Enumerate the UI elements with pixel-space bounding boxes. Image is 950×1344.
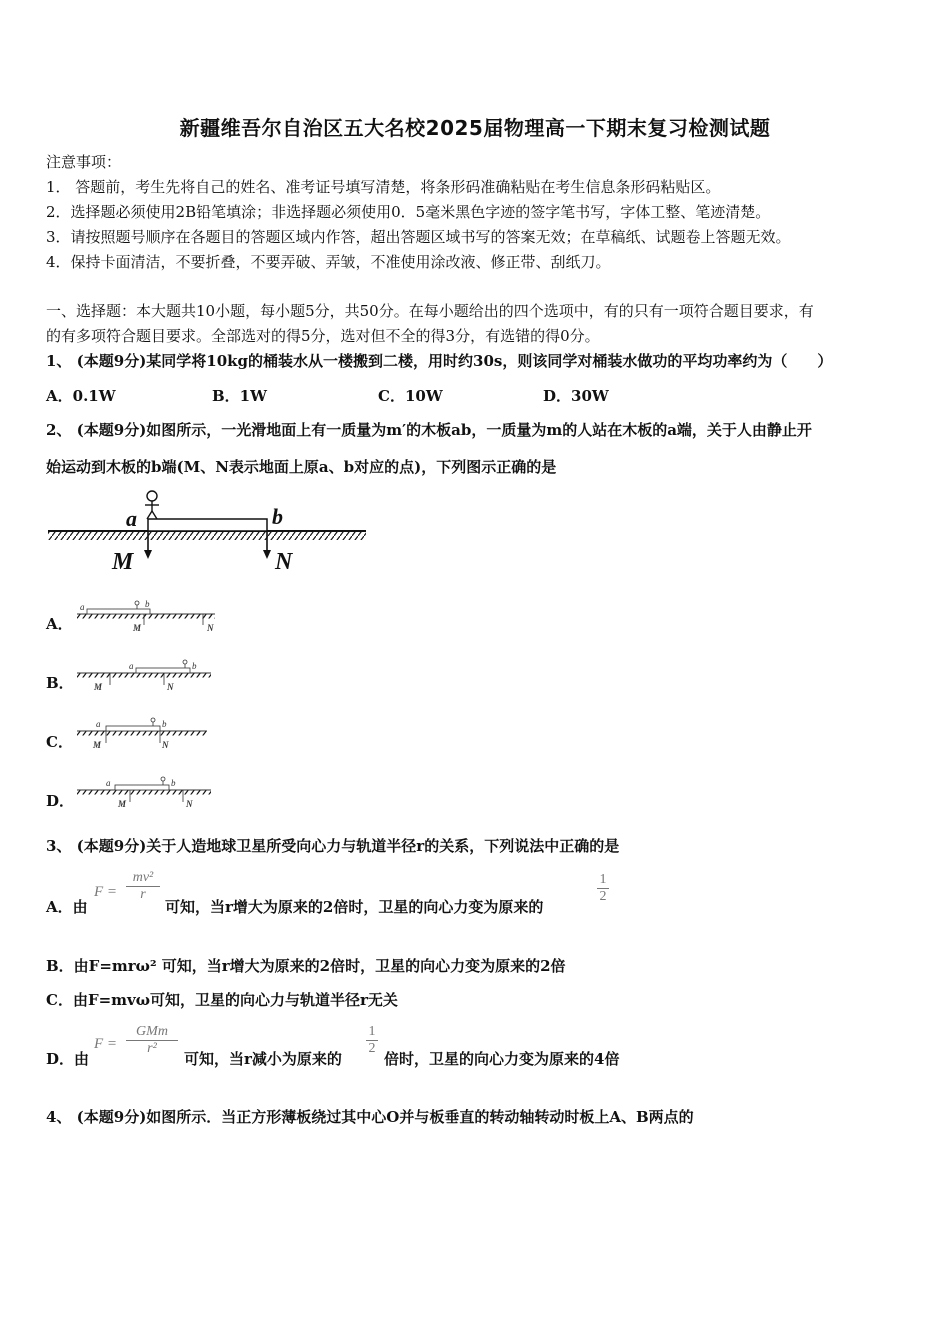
svg-text:a: a [80,602,85,612]
q2-main-figure [46,488,368,578]
label-n: N [275,549,293,575]
svg-text:N: N [186,799,193,809]
q3-option-d-text1: 可知，当r减小为原来的 [184,1050,342,1068]
arrowhead-m [144,550,152,559]
label-a: a [126,506,137,531]
q3-a-result-fraction: 1 2 [597,872,609,905]
svg-text:M: M [118,799,127,809]
q2-option-b-label: B． [46,674,74,692]
q1-option-b: B．1W [212,387,267,405]
page-title: 新疆维吾尔自治区五大名校2025届物理高一下期末复习检测试题 [179,116,771,140]
person-icon [145,491,159,519]
notice-item-2: 2．选择题必须使用2B铅笔填涂；非选择题必须使用0．5毫米黑色字迹的签字笔书写，字体工整、笔迹清楚。 [46,203,771,221]
svg-text:b: b [162,719,167,729]
q3-d-formula-fraction: GMm r² [126,1024,178,1057]
svg-text:N: N [162,740,169,750]
q3-a-formula-fraction: mv² r [126,870,160,903]
q3-d-result-fraction: 1 2 [366,1024,378,1057]
section1-intro-line1: 一、选择题：本大题共10小题，每小题5分，共50分。在每小题给出的四个选项中，有的只有一项符合题目要求，有 [46,302,814,320]
q3-option-d-prefix: D．由 [46,1050,90,1068]
q1-option-a: A．0.1W [46,387,116,405]
q2-option-d-label: D． [46,792,75,810]
svg-text:N: N [207,623,214,633]
q3-d-formula-lhs: F = [94,1036,118,1052]
q3-option-c: C．由F=mvω可知，卫星的向心力与轨道半径r无关 [46,991,398,1009]
q3-stem: 3、 (本题9分)关于人造地球卫星所受向心力与轨道半径r的关系，下列说法中正确的是 [46,837,620,855]
svg-text:b: b [145,599,150,609]
section1-intro-line2: 的有多项符合题目要求。全部选对的得5分，选对但不全的得3分，有选错的得0分。 [46,327,600,345]
wooden-board [148,519,267,531]
svg-text:a: a [106,778,111,788]
ground-hatch [48,532,366,540]
label-b: b [272,504,283,529]
svg-text:a: a [129,661,134,671]
q3-a-formula-lhs: F = [94,884,118,900]
notice-item-3: 3．请按照题号顺序在各题目的答题区域内作答，超出答题区域书写的答案无效；在草稿纸、试题卷上答题无效。 [46,228,791,246]
q1-stem: 1、 (本题9分)某同学将10kg的桶装水从一楼搬到二楼，用时约30s，则该同学对桶装水做功的平均功率约为（ ） [46,352,833,370]
q3-option-b: B．由F=mrω² 可知，当r增大为原来的2倍时，卫星的向心力变为原来的2倍 [46,957,566,975]
q1-option-d: D．30W [543,387,609,405]
q3-option-a-text: 可知，当r增大为原来的2倍时，卫星的向心力变为原来的 [165,898,544,916]
notice-item-1: 1． 答题前，考生先将自己的姓名、准考证号填写清楚，将条形码准确粘贴在考生信息条形码粘贴区。 [46,178,721,196]
q4-stem: 4、 (本题9分)如图所示．当正方形薄板绕过其中心O并与板垂直的转动轴转动时板上A、B两点的 [46,1108,694,1126]
label-m: M [112,549,134,575]
svg-text:N: N [167,682,174,692]
q2-stem-line1: 2、 (本题9分)如图所示，一光滑地面上有一质量为m′的木板ab，一质量为m的人站在木板的a端，关于人由静止开 [46,421,812,439]
svg-text:M: M [133,623,142,633]
svg-text:M: M [93,740,102,750]
q3-option-a-prefix: A．由 [46,898,88,916]
notice-heading: 注意事项： [46,153,122,171]
q2-option-c-label: C． [46,733,73,751]
q2-option-c-figure[interactable] [75,714,220,750]
q2-option-d-figure[interactable] [75,773,220,809]
q1-option-c: C．10W [378,387,443,405]
notice-item-4: 4．保持卡面清洁，不要折叠，不要弄破、弄皱，不准使用涂改液、修正带、刮纸刀。 [46,253,611,271]
svg-text:b: b [171,778,176,788]
q2-stem-line2: 始运动到木板的b端(M、N表示地面上原a、b对应的点)，下列图示正确的是 [46,458,557,476]
q2-option-a-label: A． [46,615,73,633]
svg-text:M: M [94,682,103,692]
arrowhead-n [263,550,271,559]
q3-option-d-text2: 倍时，卫星的向心力变为原来的4倍 [384,1050,620,1068]
q2-option-a-figure[interactable] [75,597,220,633]
svg-text:a: a [96,719,101,729]
svg-text:b: b [192,661,197,671]
q2-option-b-figure[interactable] [75,656,220,692]
